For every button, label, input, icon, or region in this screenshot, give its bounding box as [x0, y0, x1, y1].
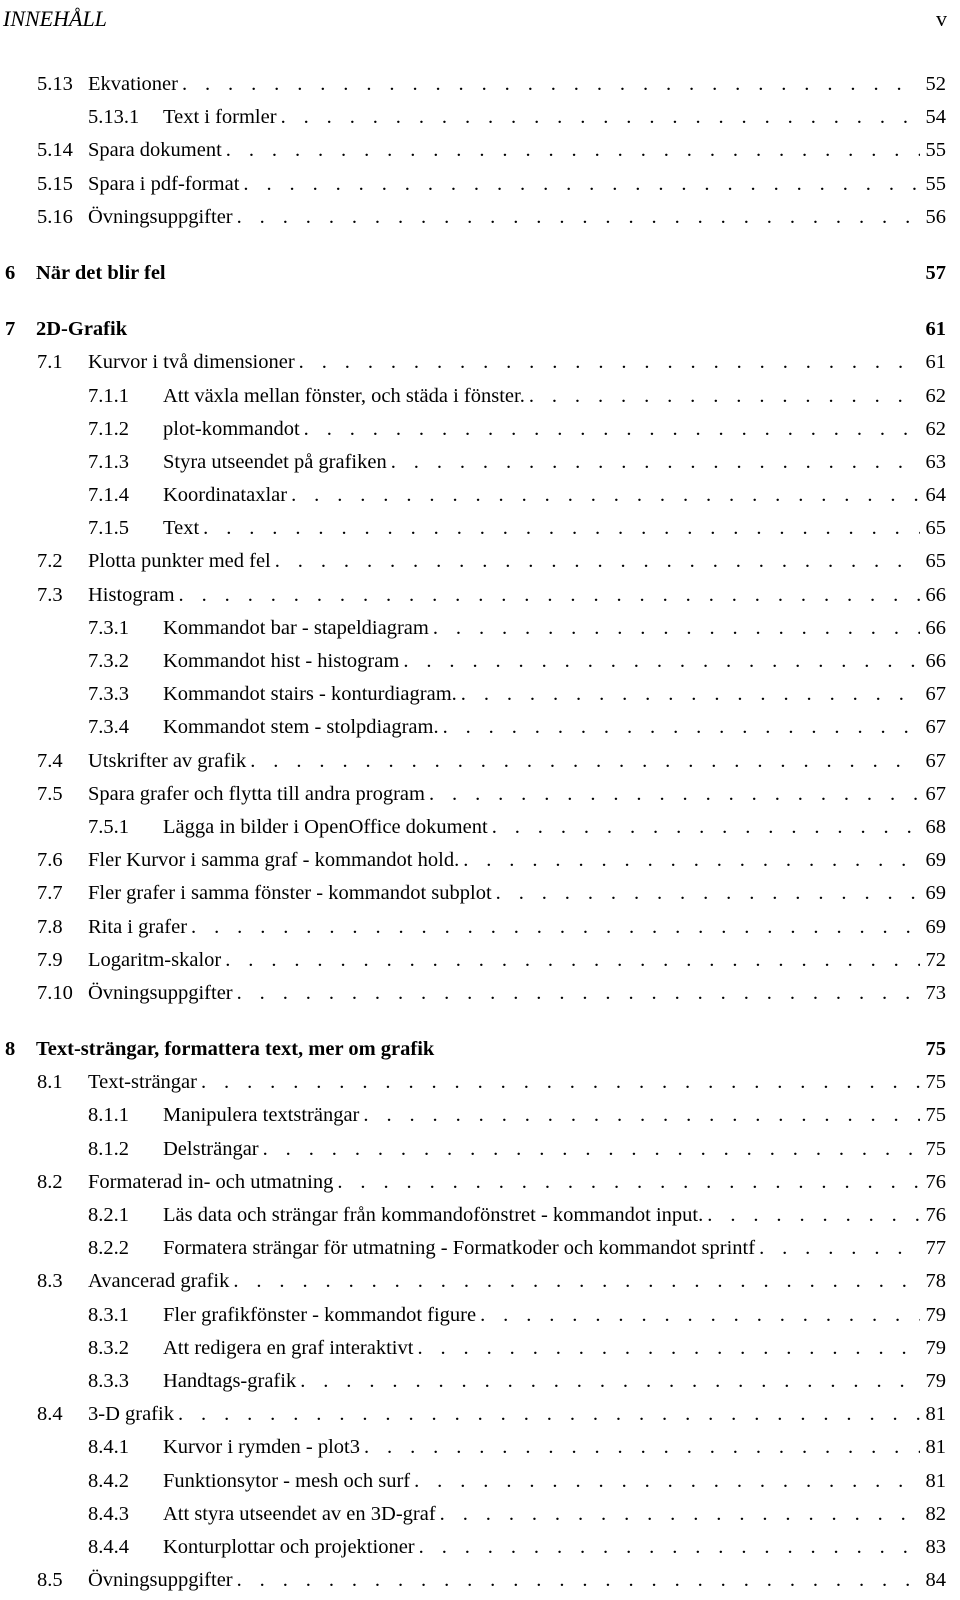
toc-entry-title: Utskrifter av grafik: [88, 749, 247, 772]
toc-entry-title: Formatera strängar för utmatning - Formatkoder och kommandot sprintf: [163, 1237, 756, 1260]
toc-entry[interactable]: [0, 1199, 946, 1232]
toc-entry-page: 75: [925, 1071, 946, 1094]
toc-entry-number: 7.3.1: [88, 616, 129, 639]
toc-entry-title: plot-kommandot: [163, 417, 300, 440]
toc-entry-title: Text-strängar: [88, 1071, 197, 1094]
toc-entry[interactable]: [0, 1431, 946, 1464]
toc-entry-page: 67: [925, 782, 946, 805]
toc-entry-title: Övningsuppgifter: [88, 981, 233, 1004]
toc-entry-page: 62: [925, 384, 946, 407]
toc-entry-title: Övningsuppgifter: [88, 1569, 233, 1592]
toc-entry[interactable]: [0, 1365, 946, 1398]
toc-entry-number: 8.4.2: [88, 1469, 129, 1492]
toc-entry[interactable]: [0, 745, 946, 778]
dot-leader: [179, 579, 920, 612]
toc-entry[interactable]: [0, 1398, 946, 1431]
toc-entry-title: Logaritm-skalor: [88, 948, 222, 971]
toc-entry[interactable]: [0, 612, 946, 645]
toc-entry-title: Delsträngar: [163, 1137, 259, 1160]
toc-entry-page: 81: [925, 1436, 946, 1459]
toc-entry-number: 8.1.2: [88, 1137, 129, 1160]
toc-entry-number: 7.1.5: [88, 517, 129, 540]
dot-leader: [237, 977, 920, 1010]
toc-chapter-entry[interactable]: [0, 1033, 946, 1066]
toc-entry-number: 8.3.2: [88, 1336, 129, 1359]
toc-entry-number: 5.15: [37, 172, 73, 195]
toc-entry-number: 8.4: [37, 1403, 63, 1426]
toc-entry-title: Lägga in bilder i OpenOffice dokument: [163, 815, 488, 838]
toc-entry-title: Spara dokument: [88, 139, 222, 162]
dot-leader: [496, 877, 920, 910]
toc-entry-number: 6: [5, 261, 16, 284]
toc-entry-number: 8.2: [37, 1170, 63, 1193]
toc-entry-number: 7: [5, 318, 16, 341]
toc-entry-page: 76: [925, 1170, 946, 1193]
toc-entry-page: 67: [925, 683, 946, 706]
toc-entry-page: 66: [925, 583, 946, 606]
toc-entry-title: Fler grafer i samma fönster - kommandot subplot: [88, 882, 492, 905]
toc-entry-title: Kurvor i två dimensioner: [88, 351, 295, 374]
toc-entry[interactable]: [0, 101, 946, 134]
toc-entry-number: 7.10: [37, 981, 73, 1004]
toc-entry-title: Ekvationer: [88, 73, 178, 95]
dot-leader: [275, 545, 920, 578]
toc-entry-page: 61: [925, 318, 946, 341]
toc-entry-number: 8.1: [37, 1071, 63, 1094]
toc-entry-page: 68: [925, 815, 946, 838]
toc-entry-title: Text-strängar, formattera text, mer om grafik: [36, 1038, 435, 1061]
toc-entry-page: 66: [925, 616, 946, 639]
toc-entry-title: Att styra utseendet av en 3D-graf: [163, 1502, 436, 1525]
toc-entry-title: Övningsuppgifter: [88, 205, 233, 228]
toc-entry-number: 8.2.1: [88, 1204, 129, 1226]
toc-entry[interactable]: [0, 1099, 946, 1132]
dot-leader: [403, 645, 920, 678]
toc-entry[interactable]: [0, 1332, 946, 1365]
toc-entry[interactable]: [0, 1166, 946, 1199]
toc-entry-number: 7.4: [37, 749, 63, 772]
toc-entry-number: 7.7: [37, 882, 63, 905]
dot-leader: [529, 380, 920, 413]
toc-entry-number: 7.6: [37, 849, 63, 872]
toc-entry-title: Kurvor i rymden - plot3: [163, 1436, 360, 1459]
toc-entry[interactable]: [0, 1465, 946, 1498]
toc-entry-title: Kommandot stem - stolpdiagram.: [163, 716, 439, 739]
toc-entry-number: 7.1.1: [88, 384, 129, 407]
dot-leader: [419, 1531, 920, 1564]
toc-entry-title: Formaterad in- och utmatning: [88, 1170, 334, 1193]
toc-entry-page: 52: [925, 73, 946, 95]
toc-entry-number: 7.3.3: [88, 683, 129, 706]
toc-entry-page: 67: [925, 749, 946, 772]
toc-entry[interactable]: [0, 678, 946, 711]
toc-entry-title: Att växla mellan fönster, och städa i fönster.: [163, 384, 525, 407]
toc-entry[interactable]: [0, 380, 946, 413]
toc-entry-title: Plotta punkter med fel: [88, 550, 271, 573]
dot-leader: [281, 101, 920, 134]
toc-entry-title: Fler Kurvor i samma graf - kommandot hold.: [88, 849, 460, 872]
toc-entry-page: 73: [925, 981, 946, 1004]
toc-entry-page: 55: [925, 139, 946, 162]
table-of-contents: [0, 68, 946, 1597]
dot-leader: [226, 134, 920, 167]
toc-entry-title: Spara grafer och flytta till andra program: [88, 782, 425, 805]
toc-entry-title: Spara i pdf-format: [88, 172, 240, 195]
toc-entry-number: 7.5: [37, 782, 63, 805]
header-title: INNEHÅLL: [3, 6, 107, 31]
header-page-number: v: [936, 6, 947, 31]
toc-entry-title: När det blir fel: [36, 261, 166, 284]
toc-entry-page: 64: [925, 484, 946, 507]
dot-leader: [337, 1166, 920, 1199]
toc-entry-page: 65: [925, 517, 946, 540]
toc-entry[interactable]: [0, 545, 946, 578]
toc-entry-title: Funktionsytor - mesh och surf: [163, 1469, 411, 1492]
toc-entry-page: 67: [925, 716, 946, 739]
toc-entry-number: 8.4.3: [88, 1502, 129, 1525]
toc-entry[interactable]: [0, 346, 946, 379]
running-header: [3, 4, 947, 34]
dot-leader: [291, 479, 920, 512]
toc-entry[interactable]: [0, 1498, 946, 1531]
dot-leader: [443, 711, 920, 744]
toc-entry-page: 62: [925, 417, 946, 440]
toc-entry-number: 7.5.1: [88, 815, 129, 838]
toc-entry[interactable]: [0, 1299, 946, 1332]
toc-entry-page: 82: [925, 1502, 946, 1525]
dot-leader: [243, 168, 920, 201]
toc-entry[interactable]: [0, 68, 946, 101]
dot-leader: [429, 778, 920, 811]
toc-entry-title: 2D-Grafik: [36, 318, 128, 341]
toc-entry-page: 72: [925, 948, 946, 971]
dot-leader: [391, 446, 920, 479]
toc-entry[interactable]: [0, 1564, 946, 1597]
toc-entry-title: Att redigera en graf interaktivt: [163, 1336, 414, 1359]
toc-entry-page: 56: [925, 205, 946, 228]
dot-leader: [300, 1365, 920, 1398]
dot-leader: [480, 1299, 920, 1332]
dot-leader: [237, 201, 920, 234]
toc-entry[interactable]: [0, 579, 946, 612]
toc-entry[interactable]: [0, 1232, 946, 1265]
toc-entry[interactable]: [0, 811, 946, 844]
toc-entry-title: Text: [163, 517, 200, 540]
dot-leader: [463, 844, 920, 877]
toc-entry-title: Text i formler: [163, 106, 277, 129]
toc-entry[interactable]: [0, 446, 946, 479]
toc-entry-page: 54: [925, 106, 946, 129]
toc-entry-page: 69: [925, 849, 946, 872]
toc-chapter-entry[interactable]: [0, 257, 946, 290]
toc-entry-number: 7.1.2: [88, 417, 129, 440]
toc-entry-number: 5.16: [37, 205, 73, 228]
toc-entry-number: 7.1.3: [88, 450, 129, 473]
toc-entry-number: 8.3.3: [88, 1369, 129, 1392]
dot-leader: [414, 1465, 920, 1498]
toc-entry[interactable]: [0, 413, 946, 446]
toc-entry-page: 83: [925, 1535, 946, 1558]
dot-leader: [237, 1564, 920, 1597]
dot-leader: [759, 1232, 920, 1265]
toc-entry-page: 66: [925, 650, 946, 672]
dot-leader: [440, 1498, 920, 1531]
toc-entry-page: 69: [925, 915, 946, 938]
toc-entry-page: 79: [925, 1369, 946, 1392]
toc-entry-title: Histogram: [88, 583, 175, 606]
toc-entry-number: 8.2.2: [88, 1237, 129, 1260]
toc-entry-page: 75: [925, 1038, 946, 1061]
toc-entry-title: Avancerad grafik: [88, 1270, 230, 1293]
toc-entry-page: 75: [925, 1104, 946, 1127]
toc-entry[interactable]: [0, 944, 946, 977]
toc-entry-number: 7.3.2: [88, 650, 129, 672]
toc-entry[interactable]: [0, 1066, 946, 1099]
toc-entry[interactable]: [0, 778, 946, 811]
toc-entry-number: 7.3: [37, 583, 63, 606]
toc-entry[interactable]: [0, 168, 946, 201]
toc-entry-number: 7.2: [37, 550, 63, 573]
toc-entry-number: 7.1: [37, 351, 63, 374]
toc-entry[interactable]: [0, 1265, 946, 1298]
toc-entry-number: 8.3: [37, 1270, 63, 1293]
toc-entry[interactable]: [0, 877, 946, 910]
toc-entry-title: Konturplottar och projektioner: [163, 1535, 415, 1558]
toc-entry[interactable]: [0, 201, 946, 234]
toc-entry-page: 77: [925, 1237, 946, 1260]
toc-entry-title: Rita i grafer: [88, 915, 188, 938]
toc-entry-number: 8.3.1: [88, 1303, 129, 1326]
dot-leader: [178, 1398, 920, 1431]
toc-entry-page: 75: [925, 1137, 946, 1160]
toc-entry[interactable]: [0, 479, 946, 512]
toc-entry-number: 8.1.1: [88, 1104, 129, 1127]
toc-entry-page: 81: [925, 1469, 946, 1492]
dot-leader: [250, 745, 920, 778]
toc-entry-number: 5.13: [37, 73, 73, 95]
toc-entry-page: 79: [925, 1303, 946, 1326]
toc-entry-page: 69: [925, 882, 946, 905]
dot-leader: [191, 911, 920, 944]
toc-entry-number: 7.9: [37, 948, 63, 971]
toc-entry-number: 5.14: [37, 139, 73, 162]
toc-entry-title: 3-D grafik: [88, 1403, 174, 1426]
dot-leader: [363, 1099, 920, 1132]
toc-entry-number: 8.4.4: [88, 1535, 129, 1558]
toc-entry-title: Kommandot bar - stapeldiagram: [163, 616, 429, 639]
toc-entry-title: Manipulera textsträngar: [163, 1104, 360, 1127]
toc-entry[interactable]: [0, 711, 946, 744]
toc-entry-number: 7.3.4: [88, 716, 129, 739]
dot-leader: [182, 68, 920, 101]
toc-entry-title: Kommandot hist - histogram: [163, 650, 400, 672]
toc-entry-page: 81: [925, 1403, 946, 1426]
dot-leader: [304, 413, 920, 446]
toc-entry[interactable]: [0, 1133, 946, 1166]
toc-entry[interactable]: [0, 911, 946, 944]
toc-entry[interactable]: [0, 134, 946, 167]
toc-entry-page: 55: [925, 172, 946, 195]
dot-leader: [461, 678, 920, 711]
toc-entry-number: 8.4.1: [88, 1436, 129, 1459]
dot-leader: [233, 1265, 920, 1298]
toc-entry-title: Handtags-grafik: [163, 1369, 297, 1392]
dot-leader: [225, 944, 920, 977]
toc-entry[interactable]: [0, 977, 946, 1010]
dot-leader: [263, 1133, 920, 1166]
toc-entry[interactable]: [0, 512, 946, 545]
toc-entry-title: Kommandot stairs - konturdiagram.: [163, 683, 457, 706]
dot-leader: [364, 1431, 920, 1464]
toc-entry-page: 84: [925, 1569, 946, 1592]
toc-entry[interactable]: [0, 645, 946, 678]
toc-entry-page: 76: [925, 1204, 946, 1226]
toc-entry-title: Läs data och strängar från kommandofönstret - kommandot input.: [163, 1204, 704, 1226]
toc-chapter-entry[interactable]: [0, 313, 946, 346]
toc-entry[interactable]: [0, 844, 946, 877]
dot-leader: [201, 1066, 920, 1099]
toc-entry-number: 8: [5, 1038, 16, 1061]
toc-entry-title: Koordinataxlar: [163, 484, 288, 507]
dot-leader: [203, 512, 920, 545]
dot-leader: [417, 1332, 920, 1365]
toc-entry[interactable]: [0, 1531, 946, 1564]
toc-entry-page: 65: [925, 550, 946, 573]
toc-entry-page: 61: [925, 351, 946, 374]
dot-leader: [707, 1199, 920, 1232]
toc-entry-number: 7.8: [37, 915, 63, 938]
toc-entry-title: Fler grafikfönster - kommandot figure: [163, 1303, 477, 1326]
dot-leader: [433, 612, 920, 645]
toc-entry-page: 57: [925, 261, 946, 284]
dot-leader: [492, 811, 920, 844]
toc-entry-page: 63: [925, 450, 946, 473]
toc-entry-number: 7.1.4: [88, 484, 129, 507]
toc-entry-page: 78: [925, 1270, 946, 1293]
toc-entry-number: 8.5: [37, 1569, 63, 1592]
toc-entry-number: 5.13.1: [88, 106, 140, 129]
dot-leader: [299, 346, 920, 379]
toc-entry-title: Styra utseendet på grafiken: [163, 450, 387, 473]
toc-entry-page: 79: [925, 1336, 946, 1359]
